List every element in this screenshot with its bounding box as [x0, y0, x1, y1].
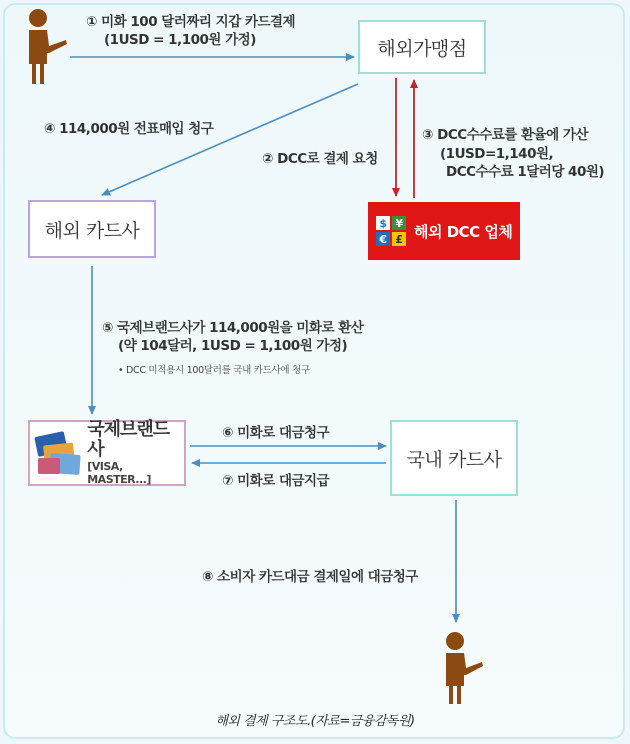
- overseas-card-company-box: [28, 200, 156, 258]
- step-5-label: ⑤ 국제브랜드사가 114,000원을 미화로 환산: [102, 320, 364, 336]
- overseas-card-company-label: 해외 카드사: [44, 219, 140, 242]
- euro-symbol: €: [376, 232, 390, 246]
- intl-brand-sublabel: [VISA, MASTER...]: [87, 460, 151, 486]
- credit-cards-icon: [34, 430, 81, 476]
- figure-caption: 해외 결제 구조도.(자료=금융감독원): [215, 714, 415, 729]
- yen-symbol: ¥: [392, 216, 406, 230]
- step-3-label: ③ DCC수수료를 환율에 가산: [422, 127, 588, 143]
- step-8-label: ⑧ 소비자 카드대금 결제일에 대금청구: [202, 569, 418, 585]
- overseas-merchant-box: [358, 20, 486, 74]
- currency-symbols-icon: [376, 216, 406, 246]
- step-2-label: ② DCC로 결제 요청: [262, 151, 378, 167]
- dollar-symbol: $: [376, 216, 390, 230]
- dcc-provider-label: 해외 DCC 업체: [414, 222, 513, 241]
- step-7-label: ⑦ 미화로 대금지급: [222, 473, 330, 489]
- step-6-label: ⑥ 미화로 대금청구: [222, 425, 330, 441]
- overseas-merchant-label: 해외가맹점: [377, 37, 467, 60]
- intl-brand-label: 국제브랜드사: [87, 418, 170, 461]
- step-3-sublabel-2: DCC수수료 1달러당 40원): [446, 164, 605, 180]
- domestic-card-company-label: 국내 카드사: [406, 448, 502, 471]
- consumer-person-icon-bottom: [446, 632, 483, 704]
- pound-symbol: £: [392, 232, 406, 246]
- step-4-label: ④ 114,000원 전표매입 청구: [44, 121, 214, 137]
- step-3-sublabel-1: (1USD=1,140원,: [440, 146, 554, 162]
- step-1-label: ① 미화 100 달러짜리 지갑 카드결제: [86, 14, 296, 30]
- dcc-provider-box: [368, 202, 520, 260]
- arrow-step-4: [102, 84, 358, 195]
- domestic-card-company-box: [390, 420, 518, 496]
- consumer-person-icon-top: [29, 9, 67, 84]
- step-5-note: • DCC 미적용시 100달러를 국내 카드사에 청구: [118, 365, 310, 376]
- step-1-sublabel: (1USD = 1,100원 가정): [104, 32, 256, 48]
- intl-brand-box: [28, 420, 186, 486]
- step-5-sublabel: (약 104달러, 1USD = 1,100원 가정): [118, 338, 348, 354]
